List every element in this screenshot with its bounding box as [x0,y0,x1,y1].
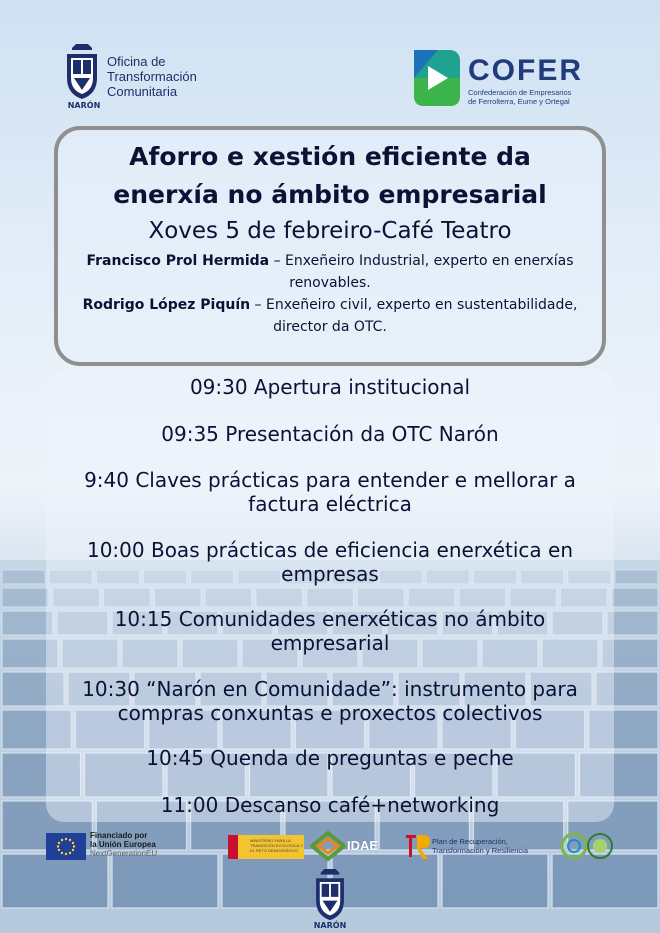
footer-town-label: NARÓN [313,921,347,930]
prtr-line: Transformación y Resiliencia [432,846,529,855]
eco-seal-icon [560,831,616,861]
footer-logos [0,825,660,933]
eu-funding-text [90,831,157,858]
prtr-text [432,837,528,855]
event-title-line: Aforro e xestión eficiente da [129,142,531,171]
eu-flag-icon [46,833,86,860]
programme-item: 10:30 “Narón en Comunidade”: instrumento para compras conxuntas e proxectos colectivos [82,677,578,725]
event-title-line: enerxía no ámbito empresarial [113,180,547,209]
ministry-text: MINISTERIO PARA LA TRANSICIÓN ECOLÓGICA Y EL RETO DEMOGRÁFICO [250,838,303,853]
programme-item: 10:00 Boas prácticas de eficiencia enerxética en empresas [86,538,574,586]
prtr-line: Plan de Recuperación, [432,837,508,846]
prtr-mark-icon [404,831,432,861]
cofer-mark-icon [414,50,460,106]
speaker-name: Rodrigo López Piquín [82,297,251,313]
programme-item: 10:45 Quenda de preguntas e peche [146,746,514,770]
otc-name [107,54,197,99]
event-title [58,138,602,214]
otc-naron-logo [64,44,224,114]
programme-item: 09:30 Apertura institucional [189,375,471,399]
programme-item: 11:00 Descanso café+networking [160,793,500,817]
event-date-place: Xoves 5 de febreiro-Café Teatro [148,218,512,244]
programme-item: 9:40 Claves prácticas para entender e mellorar a factura eléctrica [84,468,576,516]
speaker-name: Francisco Prol Hermida [86,253,270,269]
otc-name-line: Transformación [107,69,197,84]
otc-name-line: Comunitaria [107,84,178,99]
cofer-subtitle [468,88,571,106]
otc-town-label: NARÓN [67,101,101,110]
speaker-entry [58,250,602,294]
speaker-role: – Enxeñeiro Industrial, experto en enerxías renovables. [269,253,574,291]
cofer-logo [414,50,604,110]
naron-crest-icon [64,44,100,100]
idae-mark-icon [310,831,346,861]
naron-crest-icon [312,869,348,921]
speaker-entry [58,294,602,338]
programme-item: 09:35 Presentación da OTC Narón [161,422,499,446]
cofer-name: COFER [468,54,583,87]
otc-name-line: Oficina de [107,54,166,69]
speaker-role: – Enxeñeiro civil, experto en sustentabilidade, director da OTC. [250,297,578,335]
eu-funding-sub: NextGenerationEU [90,849,158,858]
eu-funding-line: Financiado por [90,831,148,840]
cofer-subtitle-line: Confederación de Empresarios [468,88,572,97]
idae-label: IDAE [347,838,379,853]
cofer-subtitle-line: de Ferrolterra, Eume y Ortegal [468,97,570,106]
programme-item: 10:15 Comunidades enerxéticas no ámbito empresarial [114,607,546,655]
eu-funding-line: la Unión Europea [90,840,156,849]
event-title-box [54,126,606,366]
